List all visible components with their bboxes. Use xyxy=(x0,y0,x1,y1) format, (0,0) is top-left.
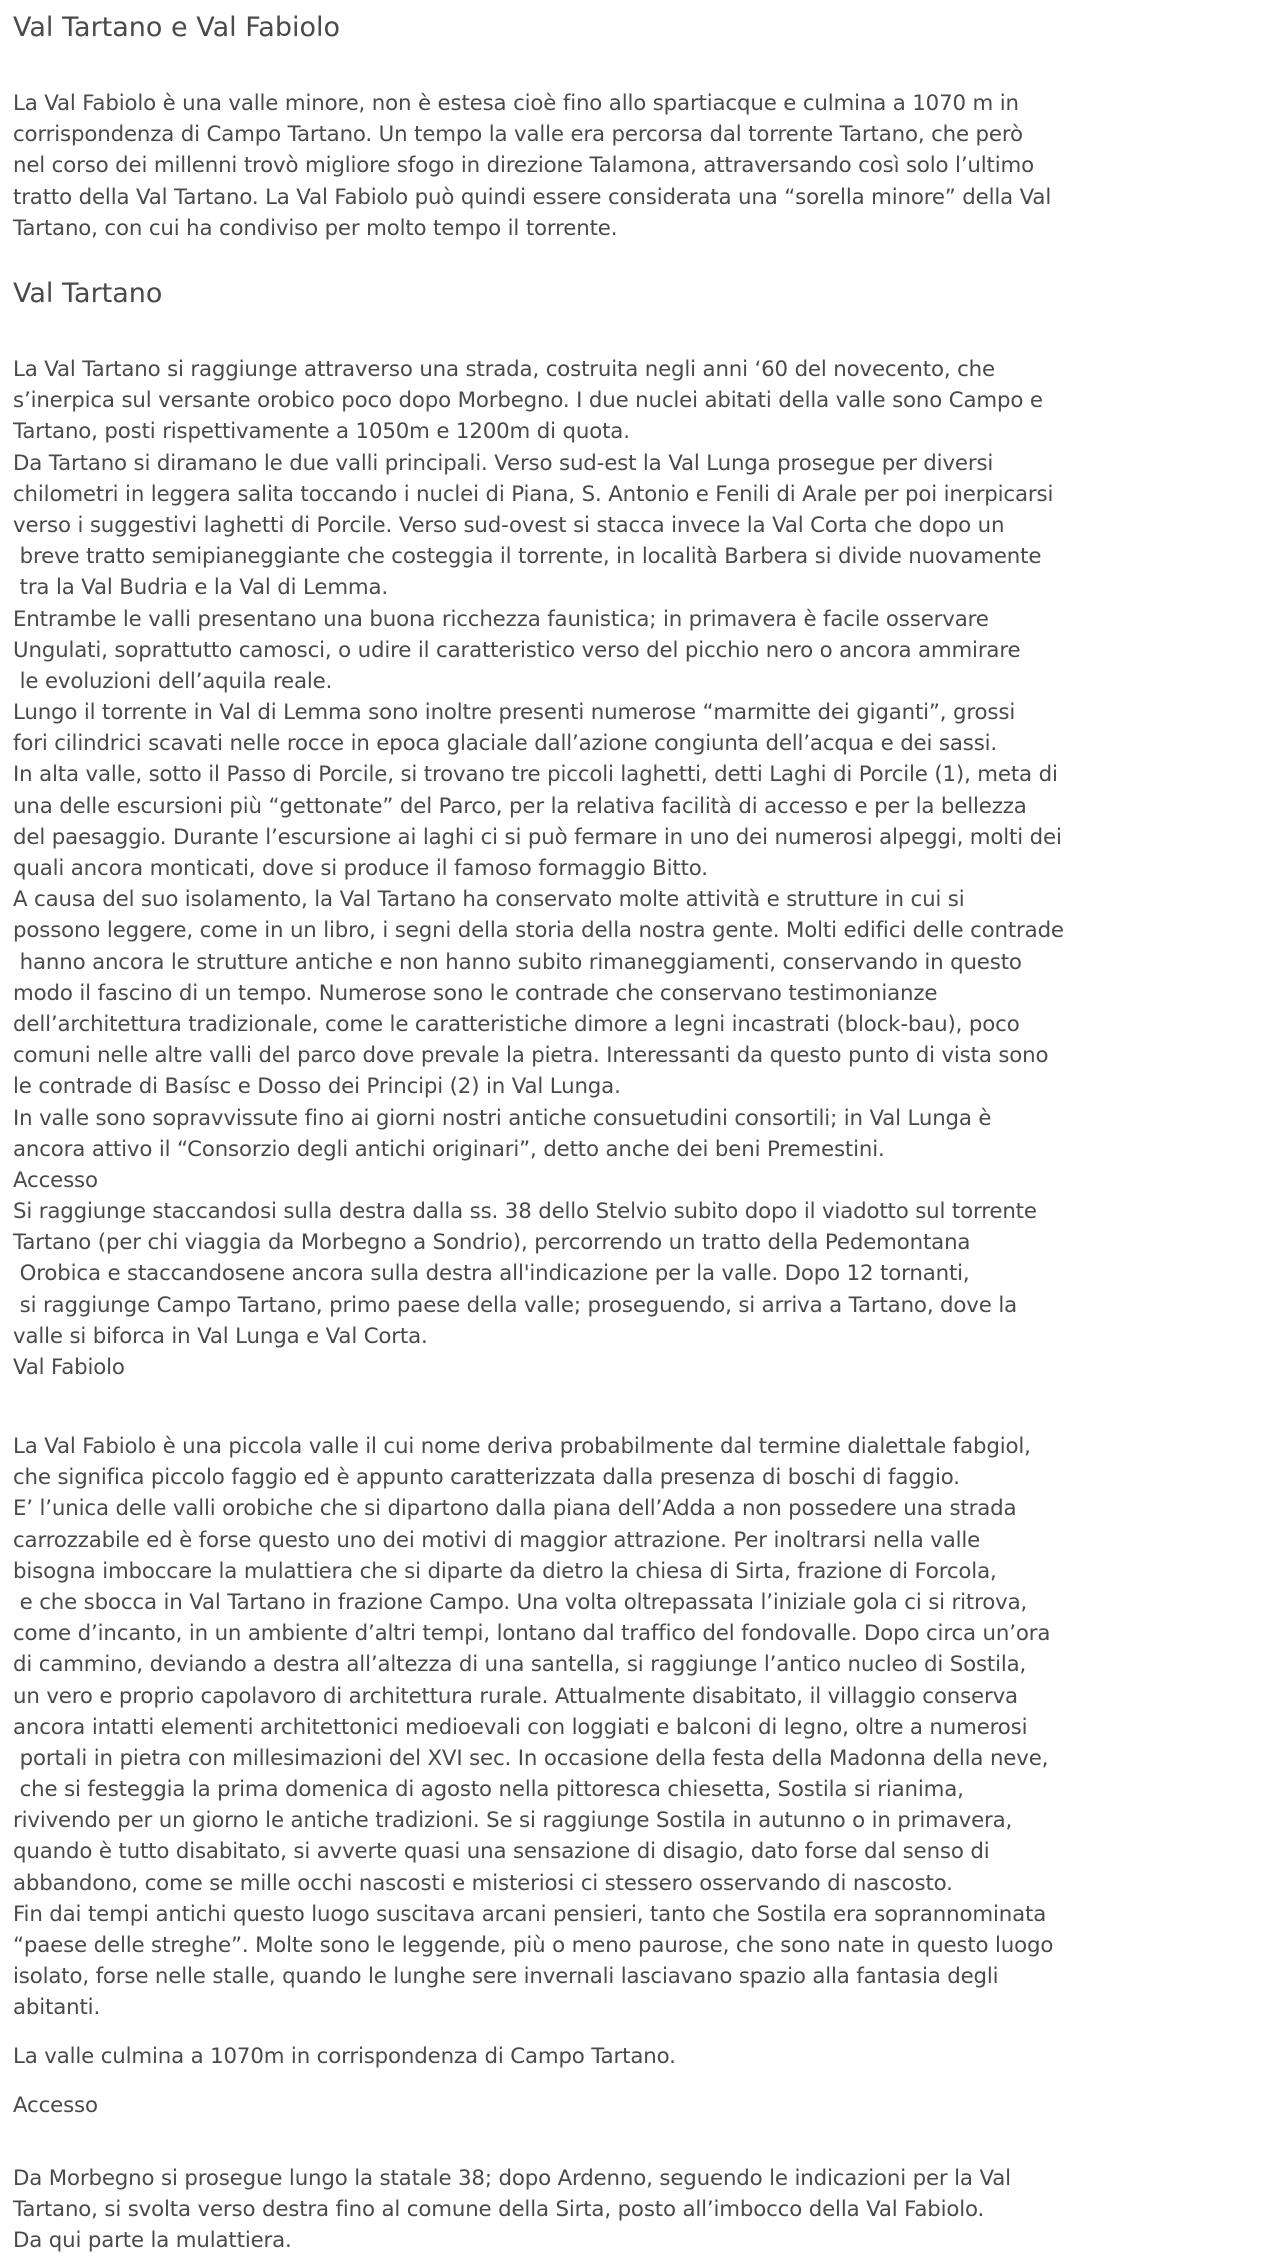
text-line: e che sbocca in Val Tartano in frazione Campo. Una volta oltrepassata l’iniziale gola ci si ritrova, xyxy=(13,1589,1028,1615)
text-line: tratto della Val Tartano. La Val Fabiolo può quindi essere considerata una “sorella minore” della Val xyxy=(13,184,1052,210)
page-title: Val Tartano e Val Fabiolo xyxy=(13,12,340,43)
text-line: Lungo il torrente in Val di Lemma sono inoltre presenti numerose “marmitte dei giganti”, grossi xyxy=(13,700,1016,726)
text-line: La Val Tartano si raggiunge attraverso una strada, costruita negli anni ‘60 del novecento, che xyxy=(13,357,995,382)
text-line: le evoluzioni dell’aquila reale. xyxy=(13,668,333,694)
access-heading: Accesso xyxy=(13,2093,98,2118)
text-line: abitanti. xyxy=(13,1995,101,2021)
text-line: Ungulati, soprattutto camosci, o udire il caratteristico verso del picchio nero o ancora ammirare xyxy=(13,637,1021,663)
text-line: dell’architettura tradizionale, come le caratteristiche dimore a legni incastrati (block-bau), poco xyxy=(13,1011,1020,1037)
text-line: In alta valle, sotto il Passo di Porcile, si trovano tre piccoli laghetti, detti Laghi di Porcile (1), meta di xyxy=(13,762,1058,788)
text-line: abbandono, come se mille occhi nascosti e misteriosi ci stessero osservando di nascosto. xyxy=(13,1870,953,1896)
text-line: comuni nelle altre valli del parco dove prevale la pietra. Interessanti da questo punto di vista sono xyxy=(13,1043,1049,1069)
text-line: corrispondenza di Campo Tartano. Un tempo la valle era percorsa dal torrente Tartano, che però xyxy=(13,122,1023,148)
text-line: s’inerpica sul versante orobico poco dopo Morbegno. I due nuclei abitati della valle sono Campo e xyxy=(13,388,1043,414)
text-line: possono leggere, come in un libro, i segni della storia della nostra gente. Molti edifici delle contrade xyxy=(13,918,1064,944)
text-line: Tartano, con cui ha condiviso per molto tempo il torrente. xyxy=(13,215,618,241)
text-line: Tartano (per chi viaggia da Morbegno a Sondrio), percorrendo un tratto della Pedemontana xyxy=(13,1230,971,1256)
val-fabiolo-text xyxy=(13,1431,1268,2024)
val-tartano-text xyxy=(13,354,1268,1383)
text-line: che si festeggia la prima domenica di agosto nella pittoresca chiesetta, Sostila si rianima, xyxy=(13,1777,964,1803)
text-line: Da Tartano si diramano le due valli principali. Verso sud-est la Val Lunga prosegue per diversi xyxy=(13,450,994,476)
text-line: chilometri in leggera salita toccando i nuclei di Piana, S. Antonio e Fenili di Arale per poi inerpicarsi xyxy=(13,481,1054,507)
val-fabiolo-summary xyxy=(13,2041,1268,2072)
text-line: fori cilindrici scavati nelle rocce in epoca glaciale dall’azione congiunta dell’acqua e dei sassi. xyxy=(13,731,998,757)
text-line: Fin dai tempi antichi questo luogo suscitava arcani pensieri, tanto che Sostila era soprannominata xyxy=(13,1901,1047,1927)
text-line: Si raggiunge staccandosi sulla destra dalla ss. 38 dello Stelvio subito dopo il viadotto sul torrente xyxy=(13,1199,1037,1225)
text-line: La valle culmina a 1070m in corrispondenza di Campo Tartano. xyxy=(13,2044,676,2069)
text-line: portali in pietra con millesimazioni del XVI sec. In occasione della festa della Madonna della neve, xyxy=(13,1745,1049,1771)
text-line: modo il fascino di un tempo. Numerose sono le contrade che conservano testimonianze xyxy=(13,980,938,1006)
text-line: come d’incanto, in un ambiente d’altri tempi, lontano dal traffico del fondovalle. Dopo circa un’ora xyxy=(13,1621,1051,1647)
text-line: del paesaggio. Durante l’escursione ai laghi ci si può fermare in uno dei numerosi alpeggi, molti dei xyxy=(13,824,1062,850)
text-line: carrozzabile ed è forse questo uno dei motivi di maggior attrazione. Per inoltrarsi nella valle xyxy=(13,1527,981,1553)
text-line: nel corso dei millenni trovò migliore sfogo in direzione Talamona, attraversando così solo l’ultimo xyxy=(13,153,1034,179)
text-line: una delle escursioni più “gettonate” del Parco, per la relativa facilità di accesso e per la bellezza xyxy=(13,793,1027,819)
text-line: breve tratto semipianeggiante che costeggia il torrente, in località Barbera si divide nuovamente xyxy=(13,544,1042,570)
text-line: hanno ancora le strutture antiche e non hanno subito rimaneggiamenti, conservando in questo xyxy=(13,949,1022,975)
text-line: Tartano, posti rispettivamente a 1050m e 1200m di quota. xyxy=(13,419,630,445)
text-line: Val Fabiolo xyxy=(13,1355,125,1380)
text-line: “paese delle streghe”. Molte sono le leggende, più o meno paurose, che sono nate in questo luogo xyxy=(13,1933,1054,1958)
text-line: ancora intatti elementi architettonici medioevali con loggiati e balconi di legno, oltre a numerosi xyxy=(13,1714,1028,1740)
text-line: di cammino, deviando a destra all’altezza di una santella, si raggiunge l’antico nucleo di Sostila, xyxy=(13,1652,1027,1678)
text-line: A causa del suo isolamento, la Val Tartano ha conservato molte attività e strutture in cui si xyxy=(13,887,965,913)
text-line: Entrambe le valli presentano una buona ricchezza faunistica; in primavera è facile osservare xyxy=(13,606,989,632)
text-line: verso i suggestivi laghetti di Porcile. Verso sud-ovest si stacca invece la Val Corta che dopo un xyxy=(13,512,1005,538)
text-line: che significa piccolo faggio ed è appunto caratterizzata dalla presenza di boschi di faggio. xyxy=(13,1465,960,1491)
text-line: In valle sono sopravvissute fino ai giorni nostri antiche consuetudini consortili; in Val Lunga è xyxy=(13,1105,992,1131)
section-title-val-tartano: Val Tartano xyxy=(13,278,163,309)
text-line: isolato, forse nelle stalle, quando le lunghe sere invernali lasciavano spazio alla fantasia degli xyxy=(13,1964,999,1990)
text-line: valle si biforca in Val Lunga e Val Corta. xyxy=(13,1323,428,1349)
text-line: Orobica e staccandosene ancora sulla destra all'indicazione per la valle. Dopo 12 tornanti, xyxy=(13,1261,970,1287)
text-line: E’ l’unica delle valli orobiche che si dipartono dalla piana dell’Adda a non possedere una strada xyxy=(13,1496,1017,1522)
text-line: La Val Fabiolo è una valle minore, non è estesa cioè fino allo spartiacque e culmina a 1070 m in xyxy=(13,91,1019,116)
val-fabiolo-access-heading xyxy=(13,2090,1268,2121)
text-line: Accesso xyxy=(13,1167,98,1193)
text-line: rivivendo per un giorno le antiche tradizioni. Se si raggiunge Sostila in autunno o in primavera, xyxy=(13,1808,1013,1834)
text-line: quali ancora monticati, dove si produce il famoso formaggio Bitto. xyxy=(13,856,708,881)
text-line: ancora attivo il “Consorzio degli antichi originari”, detto anche dei beni Premestini. xyxy=(13,1136,885,1162)
text-line: La Val Fabiolo è una piccola valle il cui nome deriva probabilmente dal termine dialettale fabgiol, xyxy=(13,1434,1031,1459)
text-line: le contrade di Basísc e Dosso dei Principi (2) in Val Lunga. xyxy=(13,1074,621,1100)
text-line: Da qui parte la mulattiera. xyxy=(13,2228,292,2254)
text-line: Da Morbegno si prosegue lungo la statale 38; dopo Ardenno, seguendo le indicazioni per la Val xyxy=(13,2166,1011,2191)
text-line: Tartano, si svolta verso destra fino al comune della Sirta, posto all’imbocco della Val Fabiolo. xyxy=(13,2197,985,2223)
text-line: bisogna imboccare la mulattiera che si diparte da dietro la chiesa di Sirta, frazione di Forcola, xyxy=(13,1558,997,1584)
text-line: si raggiunge Campo Tartano, primo paese della valle; proseguendo, si arriva a Tartano, dove la xyxy=(13,1292,1017,1318)
text-line: quando è tutto disabitato, si avverte quasi una sensazione di disagio, dato forse dal senso di xyxy=(13,1839,990,1865)
text-line: un vero e proprio capolavoro di architettura rurale. Attualmente disabitato, il villaggio conserva xyxy=(13,1683,1018,1709)
text-line: tra la Val Budria e la Val di Lemma. xyxy=(13,575,389,601)
val-fabiolo-access-text xyxy=(13,2163,1268,2257)
intro-paragraph xyxy=(13,88,1268,244)
